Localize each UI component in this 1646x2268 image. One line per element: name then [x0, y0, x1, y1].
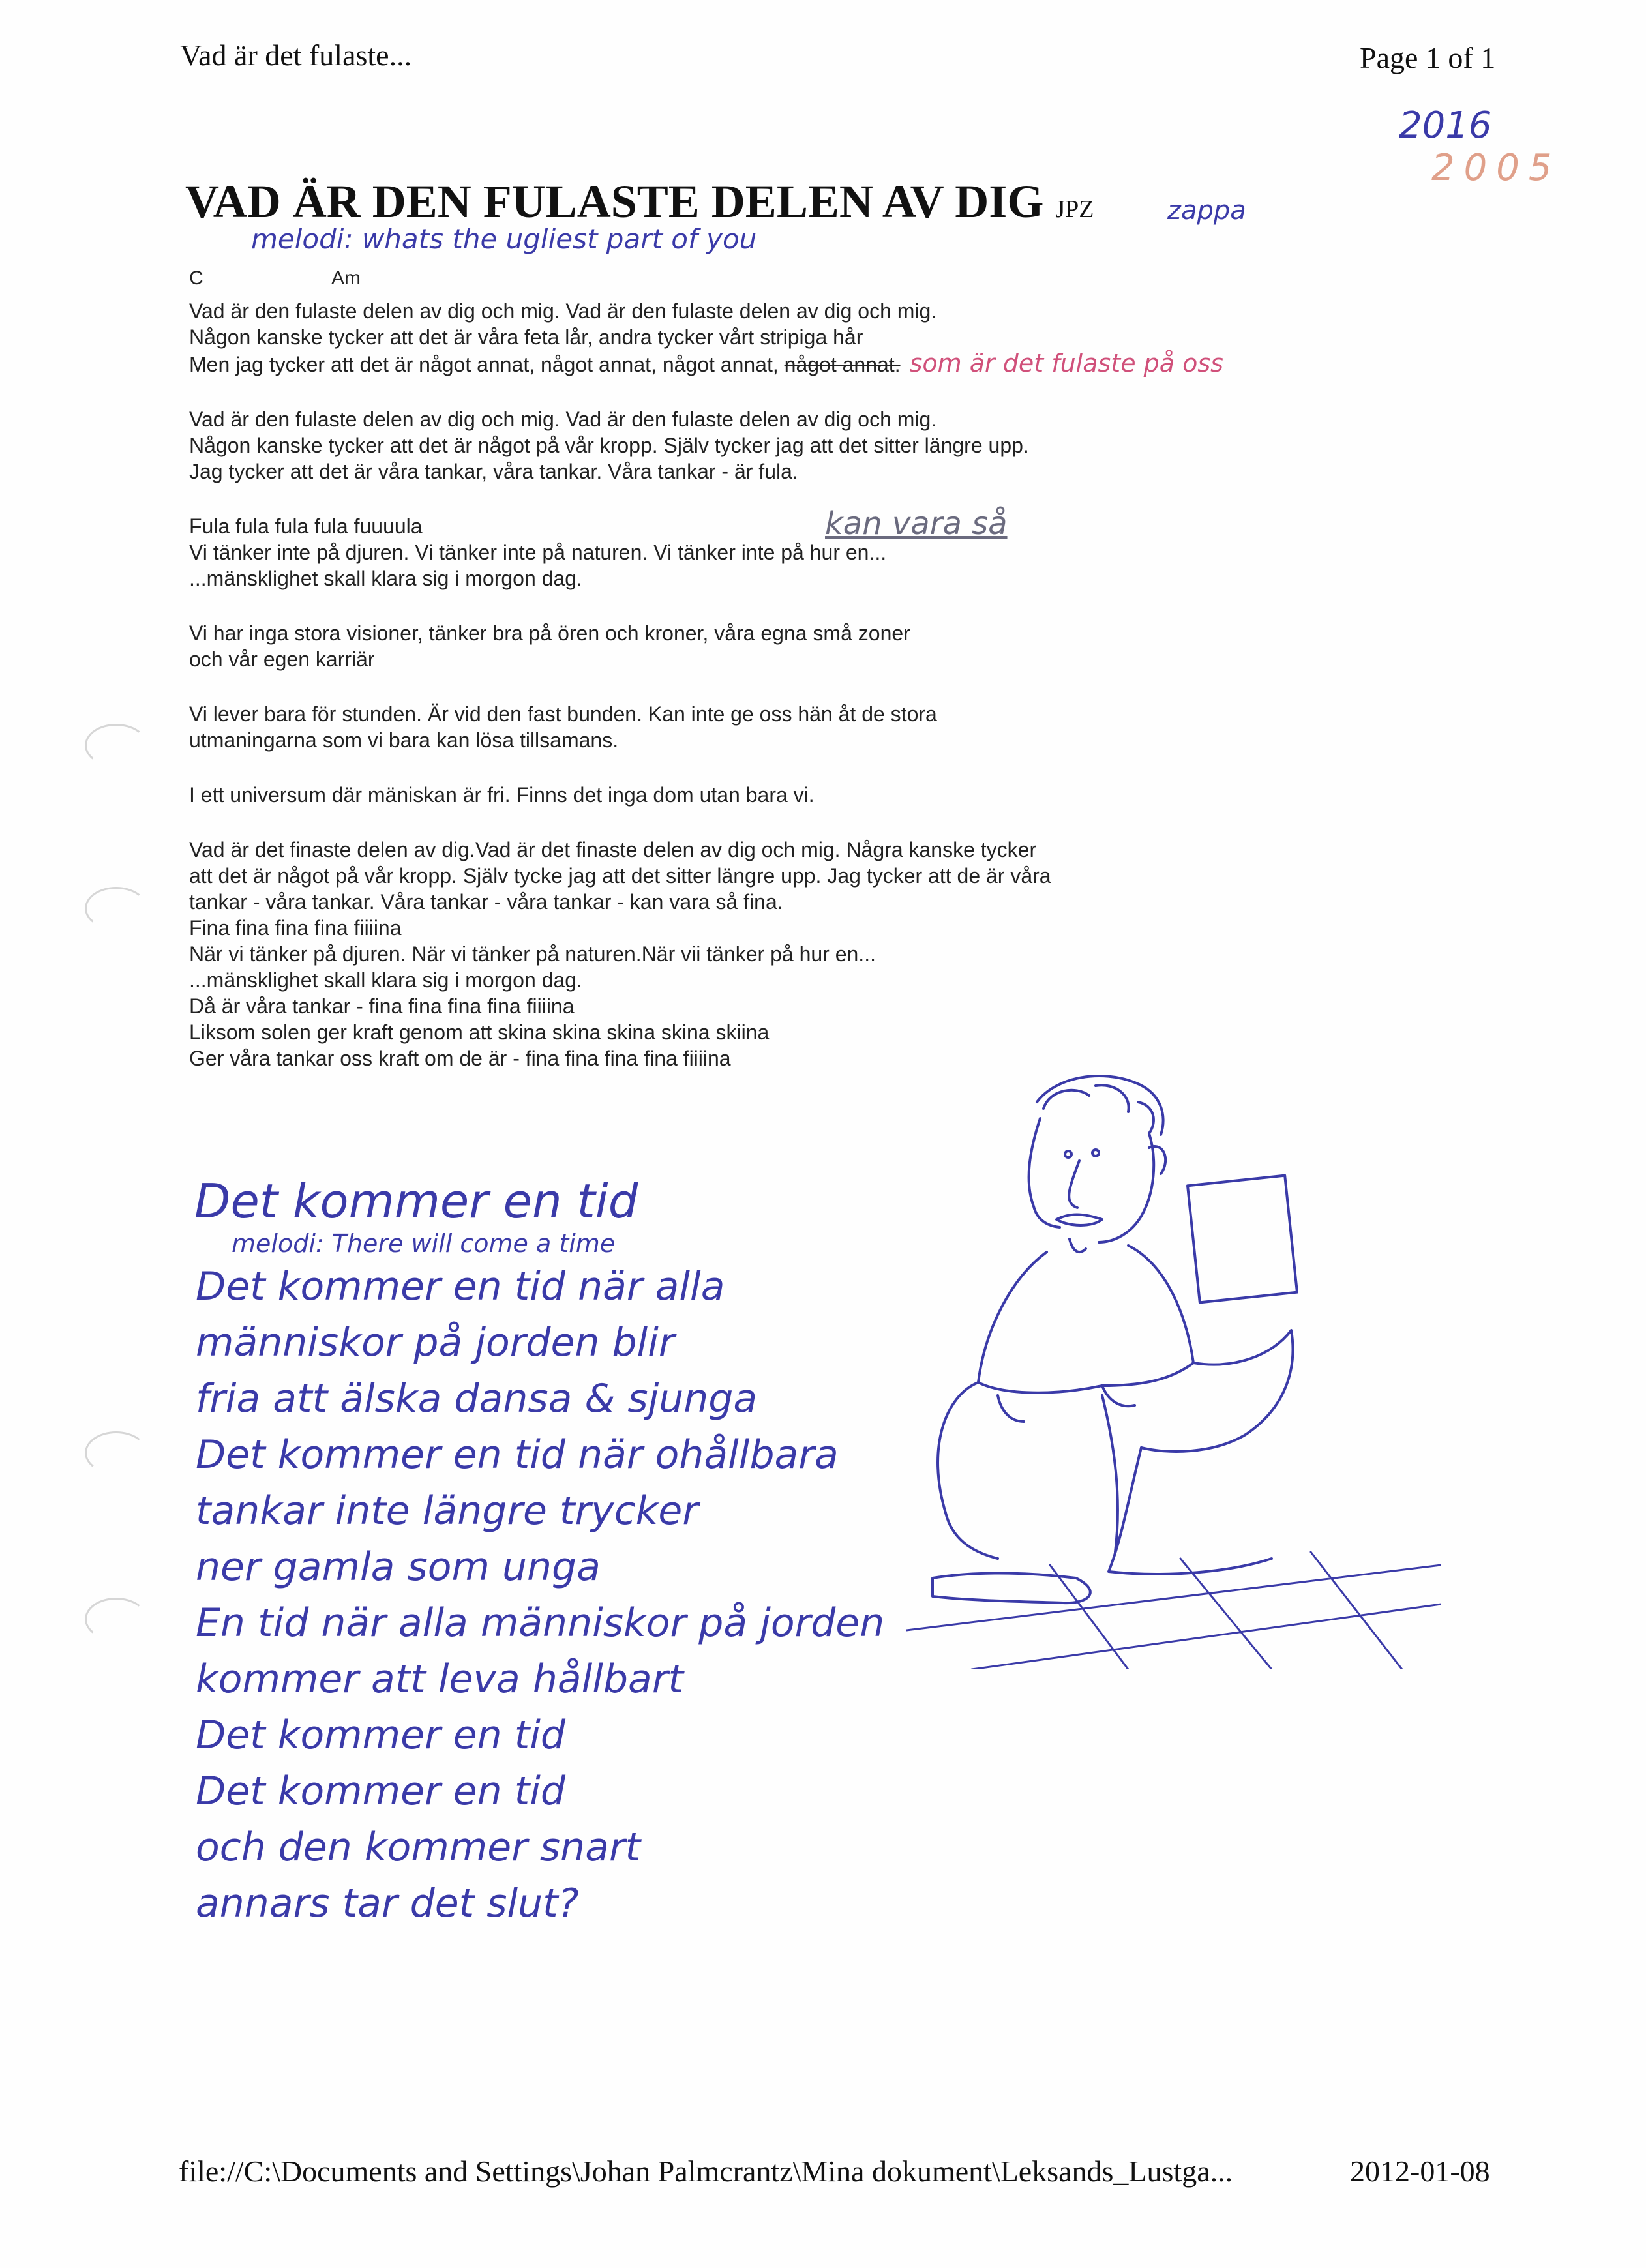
lyric-line: och vår egen karriär [189, 648, 375, 671]
toilet-tank [1188, 1176, 1297, 1303]
punch-hole [85, 724, 147, 767]
verse-gap [189, 378, 1265, 406]
handwritten-line: En tid när alla människor på jorden [196, 1600, 885, 1646]
chord: C [189, 267, 203, 289]
verse-gap [189, 485, 1265, 513]
punch-hole [85, 1598, 147, 1641]
handwritten-song-title: Det kommer en tid [194, 1174, 638, 1229]
song-title [185, 175, 1094, 229]
lyric-line: Vad är den fulaste delen av dig och mig. Vad är den fulaste delen av dig och mig. [189, 408, 937, 431]
beard [1070, 1239, 1086, 1252]
lyric-line: I ett universum där mäniskan är fri. Finns det inga dom utan bara vi. [189, 783, 815, 807]
arm [978, 1382, 1102, 1393]
lyric-line: När vi tänker på djuren. När vi tänker på naturen.När vii tänker på hur en... [189, 942, 876, 966]
title-handwritten-note: zappa [1167, 196, 1246, 226]
lyrics-body [189, 298, 1265, 1071]
lyric-line: att det är något på vår kropp. Själv tycke jag att det sitter längre upp. Jag tycker att de är våra [189, 864, 1051, 888]
lyric-line: Någon kanske tycker att det är något på vår kropp. Själv tycker jag att det sitter längre upp. [189, 434, 1029, 457]
eye [1065, 1151, 1071, 1157]
handwritten-line: Det kommer en tid när alla [196, 1264, 725, 1309]
handwritten-line: Det kommer en tid [196, 1768, 566, 1814]
leg [938, 1382, 998, 1559]
lyric-line: Vi tänker inte på djuren. Vi tänker inte på naturen. Vi tänker inte på hur en... [189, 541, 887, 564]
header-title: Vad är det fulaste... [180, 38, 412, 72]
faded-year: 2005 [1431, 147, 1561, 189]
handwritten-line: tankar inte längre trycker [196, 1488, 699, 1534]
handwritten-line: ner gamla som unga [196, 1544, 601, 1590]
lyric-line: Vi lever bara för stunden. Är vid den fast bunden. Kan inte ge oss hän åt de stora [189, 702, 937, 726]
pen-sketch-man-on-toilet [906, 1056, 1441, 1669]
song-title-text: VAD ÄR DEN FULASTE DELEN AV DIG [185, 175, 1044, 228]
handwritten-line: kommer att leva hållbart [196, 1656, 684, 1702]
footer-date: 2012-01-08 [1350, 2155, 1490, 2188]
handwritten-year: 2016 [1399, 104, 1492, 147]
lyric-line: Någon kanske tycker att det är våra feta lår, andra tycker vårt stripiga hår [189, 325, 863, 349]
arm [1102, 1363, 1193, 1386]
lyric-line: Fula fula fula fula fuuuula [189, 515, 423, 538]
handwritten-line: Det kommer en tid [196, 1712, 566, 1758]
face-outline [1029, 1118, 1060, 1227]
struck-text: något annat. [784, 353, 901, 376]
hair-stroke [1043, 1085, 1154, 1133]
toilet-base [1109, 1448, 1272, 1574]
lyric-line: Liksom solen ger kraft genom att skina skina skina skina skiina [189, 1021, 770, 1044]
eye [1092, 1150, 1099, 1156]
punch-hole [85, 887, 147, 930]
floor-tiles [906, 1552, 1441, 1669]
lyric-line: Jag tycker att det är våra tankar, våra tankar. Våra tankar - är fula. [189, 460, 798, 483]
toilet-bowl [1141, 1330, 1293, 1452]
handwritten-line: fria att älska dansa & sjunga [196, 1376, 758, 1422]
melodi-handwritten-note: melodi: whats the ugliest part of you [251, 223, 757, 255]
lyric-line: tankar - våra tankar. Våra tankar - våra tankar - kan vara så fina. [189, 890, 783, 914]
page-number: Page 1 of 1 [1360, 41, 1496, 74]
nose [1069, 1161, 1079, 1208]
leg [1102, 1395, 1118, 1552]
handwritten-margin-note: kan vara så [825, 505, 1008, 542]
lyric-line: Ger våra tankar oss kraft om de är - fina fina fina fina fiiiina [189, 1047, 731, 1070]
song-title-suffix: JPZ [1055, 196, 1094, 223]
body-outline [1128, 1246, 1193, 1363]
handwritten-line: Det kommer en tid när ohållbara [196, 1432, 839, 1478]
lyric-line: ...mänsklighet skall klara sig i morgon dag. [189, 968, 582, 992]
mustache [1056, 1215, 1102, 1226]
punch-hole [85, 1431, 147, 1474]
verse-gap [189, 808, 1265, 837]
lyric-line: Fina fina fina fina fiiiina [189, 916, 402, 940]
handwritten-line: människor på jorden blir [196, 1320, 675, 1365]
chord: Am [331, 267, 361, 289]
handwritten-line: annars tar det slut? [196, 1881, 579, 1926]
handwritten-melodi: melodi: There will come a time [232, 1229, 616, 1258]
lyric-line: utmaningarna som vi bara kan lösa tillsamans. [189, 728, 619, 752]
footer-file-path: file://C:\Documents and Settings\Johan Palmcrantz\Mina dokument\Leksands_Lustga... [179, 2155, 1233, 2188]
body-outline [978, 1252, 1047, 1382]
lyric-line: Vad är det finaste delen av dig.Vad är det finaste delen av dig och mig. Några kanske tycker [189, 838, 1037, 861]
lyric-line: Då är våra tankar - fina fina fina fina fiiiina [189, 994, 575, 1018]
lyric-line [189, 350, 1265, 378]
lyric-line: Vad är den fulaste delen av dig och mig. Vad är den fulaste delen av dig och mig. [189, 299, 937, 323]
face-outline [1099, 1133, 1154, 1242]
verse-gap [189, 591, 1265, 620]
lyric-text: Men jag tycker att det är något annat, något annat, något annat, [189, 353, 779, 376]
handwritten-correction: som är det fulaste på oss [909, 349, 1223, 378]
lyric-line: ...mänsklighet skall klara sig i morgon dag. [189, 567, 582, 590]
lyric-line: Vi har inga stora visioner, tänker bra på ören och kroner, våra egna små zoner [189, 621, 910, 645]
handwritten-line: och den kommer snart [196, 1825, 641, 1870]
verse-gap [189, 672, 1265, 701]
verse-gap [189, 753, 1265, 782]
